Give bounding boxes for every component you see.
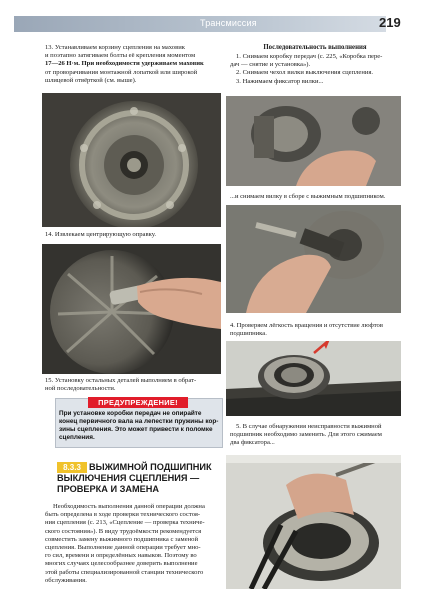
text-line: 2. Снимаем чехол вилки выключения сцепления. bbox=[236, 69, 374, 77]
text-line: При установке коробки передач не опирайте bbox=[59, 410, 202, 417]
warning-label: ПРЕДУПРЕЖДЕНИЕ! bbox=[88, 397, 188, 408]
step-13-text bbox=[45, 44, 223, 85]
text-line: 1. Снимаем коробку передач (с. 225, «Коробка пере- bbox=[236, 53, 383, 60]
text-line: многих случаях целесообразнее доверить выполнение bbox=[45, 560, 198, 568]
text-line: совместить замену выжимного подшипника с заменой bbox=[45, 535, 198, 543]
text-line: 13. Устанавливаем корзину сцепления на маховик bbox=[45, 44, 185, 51]
text-line: и поэтапно затягиваем болты её крепления моментом bbox=[45, 52, 196, 60]
text-line: ского состояния»). В виду трудоёмкости рекомендуется bbox=[45, 527, 202, 535]
text-line: ной последовательности. bbox=[45, 385, 116, 393]
text-line: подшипник необходимо заменить. Для этого сжимаем bbox=[230, 431, 382, 439]
photo-clutch-basket bbox=[42, 93, 221, 227]
text-line: быть определена в ходе проверки технического состоя- bbox=[45, 511, 201, 519]
caption-fork: ...и снимаем вилку в сборе с выжимным подшипником. bbox=[230, 193, 386, 200]
photo-centering-tool bbox=[42, 244, 221, 374]
page-number: 219 bbox=[379, 15, 401, 30]
section-number: 8.3.3 bbox=[57, 462, 87, 473]
text-line: 5. В случае обнаружения неисправности выжимной bbox=[236, 423, 382, 430]
text-line: от проворачивания монтажной лопаткой или широкой bbox=[45, 68, 198, 76]
text-line: дач — снятие и установка»). bbox=[230, 61, 311, 69]
step-5-text bbox=[230, 423, 402, 448]
text-line: зины сцепления. Это может привести к поломке bbox=[59, 426, 213, 433]
caption-15 bbox=[45, 377, 196, 393]
photo-fork-removal bbox=[226, 205, 401, 313]
text-line: сцепления. Выполнение данной операции требует мно- bbox=[45, 544, 201, 552]
chapter-title: Трансмиссия bbox=[200, 18, 257, 28]
text-line: 15. Установку остальных деталей выполняем в обрат- bbox=[45, 377, 197, 384]
text-line: обслуживания. bbox=[45, 576, 87, 584]
photo-bearing-check bbox=[226, 341, 401, 416]
text-line: сцепления. bbox=[59, 434, 95, 441]
text-line: подшипника. bbox=[230, 330, 267, 338]
steps-1-3 bbox=[230, 53, 402, 86]
text-line: ВЫЖИМНОЙ ПОДШИПНИК bbox=[89, 462, 212, 472]
caption-14: 14. Извлекаем центрирующую оправку. bbox=[45, 231, 156, 238]
text-line: 3. Нажимаем фиксатор вилки... bbox=[236, 77, 324, 85]
photo-fork-latch bbox=[226, 96, 401, 186]
warning-text bbox=[59, 410, 219, 442]
text-line: шлицевой отвёрткой (см. выше). bbox=[45, 76, 137, 84]
text-line: этой работы специализированной станции технического bbox=[45, 568, 204, 576]
text-line: го сил, времени и определённых навыков. Поэтому во bbox=[45, 552, 197, 560]
sequence-heading: Последовательность выполнения bbox=[263, 44, 367, 51]
text-line: 17—26 Н·м. При необходимости удерживаем маховик bbox=[45, 60, 204, 68]
text-line: Необходимость выполнения данной операции должна bbox=[53, 503, 205, 510]
caption-step-4 bbox=[230, 322, 383, 338]
text-line: конец первичного вала на лепестки пружины кор- bbox=[59, 418, 219, 425]
text-line: ВЫКЛЮЧЕНИЯ СЦЕПЛЕНИЯ — bbox=[57, 473, 200, 483]
photo-bearing-latches bbox=[226, 455, 401, 589]
text-line: ПРОВЕРКА И ЗАМЕНА bbox=[57, 484, 160, 494]
text-line: ния сцепления (с. 213, «Сцепление — проверка техниче- bbox=[45, 519, 205, 527]
section-intro bbox=[45, 503, 223, 585]
text-line: 4. Проверяем лёгкость вращения и отсутствие люфтов bbox=[230, 322, 383, 329]
text-line: два фиксатора... bbox=[230, 439, 275, 447]
